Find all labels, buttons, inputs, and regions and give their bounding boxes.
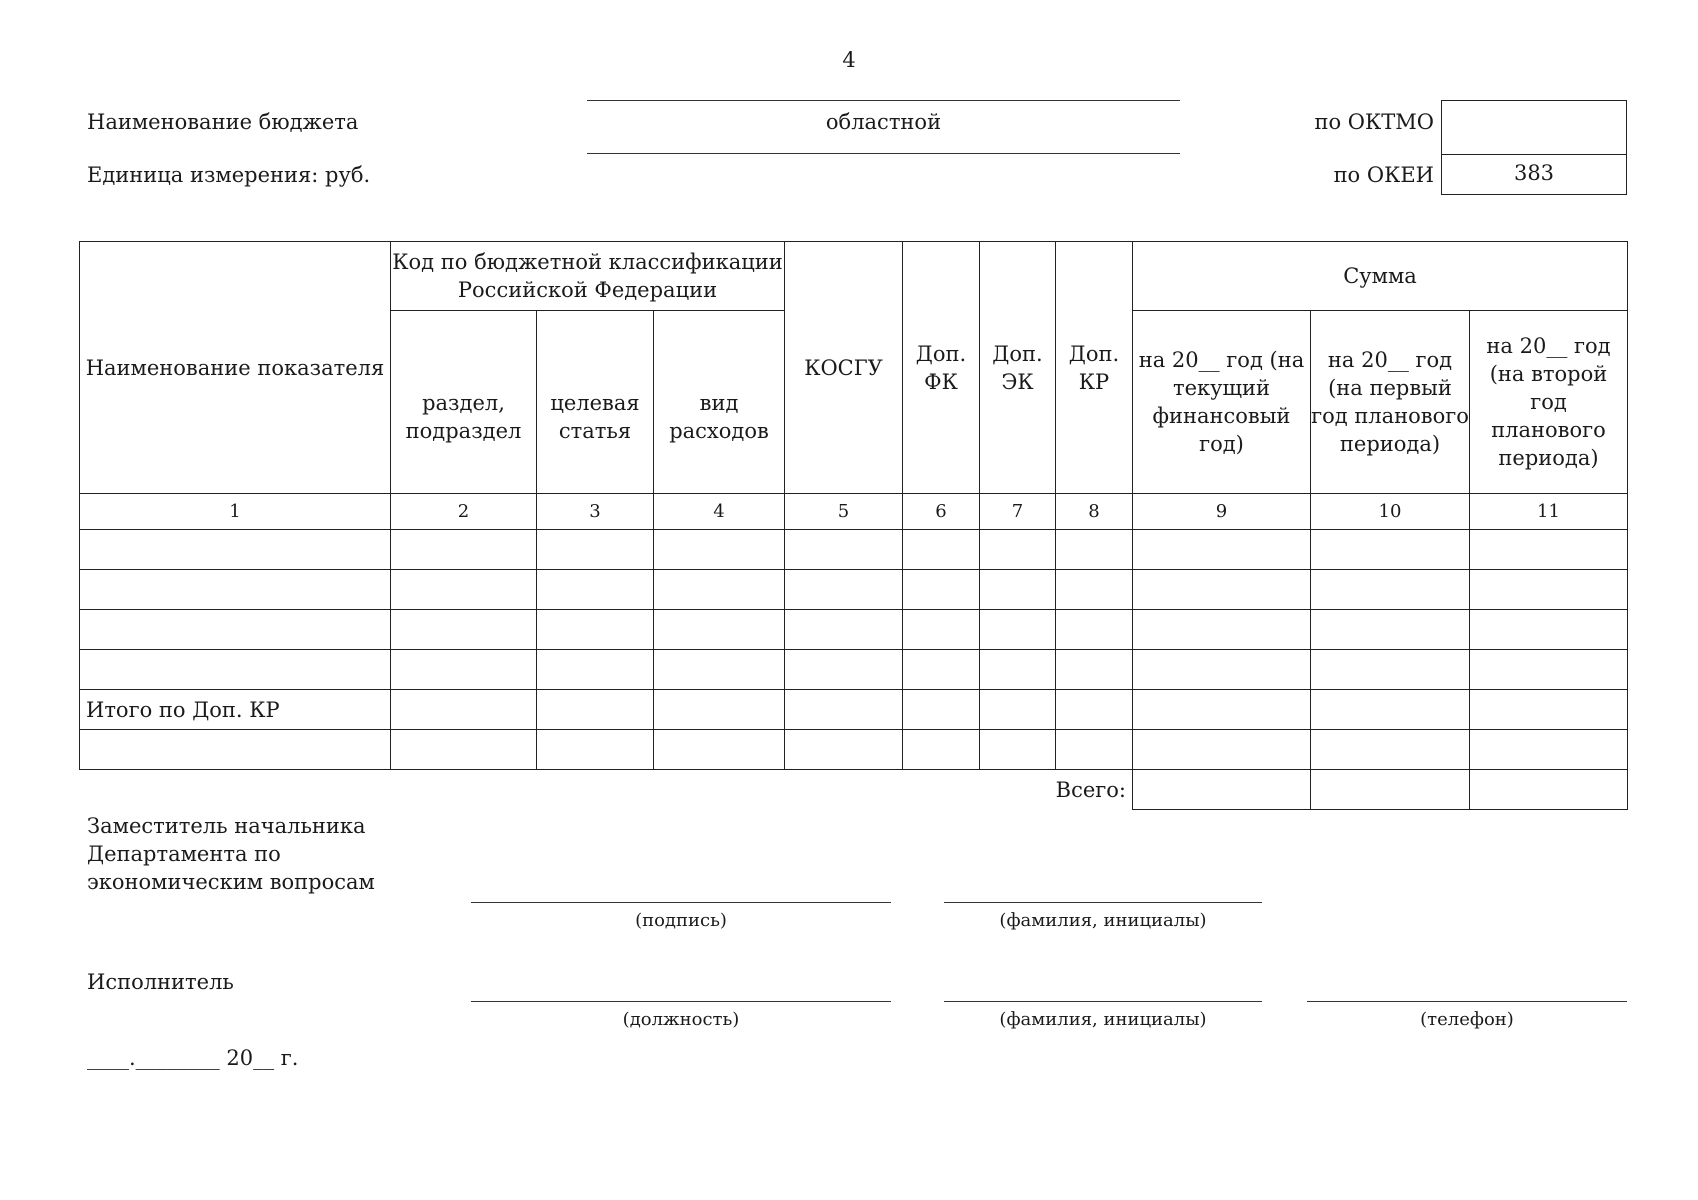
table-cell[interactable]: [654, 570, 785, 610]
table-cell[interactable]: [654, 730, 785, 770]
table-cell[interactable]: [1470, 690, 1628, 730]
table-cell[interactable]: [80, 530, 391, 570]
budget-table: [79, 241, 1628, 810]
unit-label: Единица измерения: руб.: [87, 163, 371, 187]
phone-line: [1307, 1001, 1627, 1002]
table-cell[interactable]: [903, 690, 980, 730]
table-row: [80, 570, 1628, 610]
table-cell[interactable]: [537, 610, 654, 650]
table-cell[interactable]: [785, 730, 903, 770]
header-section: раздел, подраздел: [391, 311, 537, 494]
table-cell[interactable]: [785, 530, 903, 570]
table-cell[interactable]: [1470, 730, 1628, 770]
table-cell[interactable]: [391, 650, 537, 690]
column-number: 2: [391, 494, 537, 530]
header-expense-type: вид расходов: [654, 311, 785, 494]
grand-total-second-plan[interactable]: [1470, 770, 1628, 810]
executor-name-line: [944, 1001, 1262, 1002]
table-cell[interactable]: [903, 650, 980, 690]
header-indicator-name: Наименование показателя: [80, 242, 391, 494]
table-cell[interactable]: [537, 690, 654, 730]
table-cell[interactable]: [785, 610, 903, 650]
table-cell[interactable]: [1470, 530, 1628, 570]
table-cell[interactable]: [80, 610, 391, 650]
budget-bottom-line: [587, 153, 1180, 154]
date-line[interactable]: ____.________ 20__ г.: [87, 1046, 299, 1070]
table-cell[interactable]: [1056, 650, 1133, 690]
table-cell[interactable]: [80, 650, 391, 690]
grand-total-row: [80, 770, 1628, 810]
table-cell[interactable]: [1311, 610, 1470, 650]
table-cell[interactable]: [1056, 570, 1133, 610]
column-number: 9: [1133, 494, 1311, 530]
table-row: [80, 650, 1628, 690]
table-cell[interactable]: [980, 530, 1056, 570]
column-number: 5: [785, 494, 903, 530]
header-kosgu: КОСГУ: [785, 242, 903, 494]
table-cell[interactable]: [391, 570, 537, 610]
table-cell[interactable]: [1133, 730, 1311, 770]
table-cell[interactable]: [1133, 690, 1311, 730]
budget-top-line: [587, 100, 1180, 101]
table-cell[interactable]: [980, 730, 1056, 770]
table-cell[interactable]: [903, 570, 980, 610]
deputy-name-caption: (фамилия, инициалы): [999, 910, 1207, 931]
header-budget-classification: Код по бюджетной классификации Российской Федерации: [391, 242, 785, 311]
table-cell[interactable]: [391, 530, 537, 570]
table-cell[interactable]: [1311, 650, 1470, 690]
header-dop-fk: Доп. ФК: [903, 242, 980, 494]
position-caption: (должность): [622, 1009, 740, 1030]
table-cell[interactable]: [1133, 530, 1311, 570]
table-cell[interactable]: [980, 650, 1056, 690]
table-cell[interactable]: [785, 570, 903, 610]
column-numbers-row: [80, 494, 1628, 530]
table-cell[interactable]: [654, 610, 785, 650]
table-cell[interactable]: [1311, 570, 1470, 610]
table-cell[interactable]: [537, 650, 654, 690]
column-number: 11: [1470, 494, 1628, 530]
column-number: 8: [1056, 494, 1133, 530]
column-number: 7: [980, 494, 1056, 530]
total-dop-kr-label: Итого по Доп. КР: [80, 690, 391, 730]
okei-value-box[interactable]: 383: [1441, 153, 1627, 195]
table-cell[interactable]: [1470, 610, 1628, 650]
table-cell[interactable]: [1470, 650, 1628, 690]
column-number: 3: [537, 494, 654, 530]
table-cell[interactable]: [537, 570, 654, 610]
header-dop-kr: Доп. КР: [1056, 242, 1133, 494]
table-cell[interactable]: [785, 650, 903, 690]
signature-caption: (подпись): [635, 910, 727, 931]
header-year-current: на 20__ год (на текущий финансовый год): [1133, 311, 1311, 494]
page-number: 4: [842, 48, 856, 72]
table-cell[interactable]: [654, 690, 785, 730]
table-cell[interactable]: [1470, 570, 1628, 610]
executor-name-caption: (фамилия, инициалы): [999, 1009, 1207, 1030]
okei-label: по ОКЕИ: [1333, 163, 1434, 187]
grand-total-label: Всего:: [80, 770, 1133, 810]
column-number: 1: [80, 494, 391, 530]
table-cell[interactable]: [1056, 610, 1133, 650]
grand-total-current[interactable]: [1133, 770, 1311, 810]
grand-total-first-plan[interactable]: [1311, 770, 1470, 810]
table-cell[interactable]: [80, 730, 391, 770]
table-cell[interactable]: [391, 730, 537, 770]
table-row: [80, 730, 1628, 770]
header-year-second-plan: на 20__ год (на второй год планового периода): [1470, 311, 1628, 494]
oktmo-value-box[interactable]: [1441, 100, 1627, 155]
column-number: 4: [654, 494, 785, 530]
oktmo-label: по ОКТМО: [1314, 110, 1434, 134]
total-dop-kr-row: [80, 690, 1628, 730]
position-line: [471, 1001, 891, 1002]
phone-caption: (телефон): [1420, 1009, 1514, 1030]
deputy-title: Заместитель начальника Департамента по экономическим вопросам: [87, 814, 375, 894]
deputy-name-line: [944, 902, 1262, 903]
table-cell[interactable]: [654, 530, 785, 570]
header-dop-ek: Доп. ЭК: [980, 242, 1056, 494]
table-cell[interactable]: [1056, 730, 1133, 770]
table-cell[interactable]: [903, 730, 980, 770]
table-cell[interactable]: [537, 530, 654, 570]
table-cell[interactable]: [785, 690, 903, 730]
table-cell[interactable]: [1311, 690, 1470, 730]
table-cell[interactable]: [1311, 730, 1470, 770]
table-cell[interactable]: [1056, 530, 1133, 570]
header-sum: Сумма: [1133, 242, 1628, 311]
table-row: [80, 610, 1628, 650]
budget-name-label: Наименование бюджета: [87, 110, 359, 134]
table-cell[interactable]: [980, 690, 1056, 730]
table-cell[interactable]: [980, 610, 1056, 650]
table-row: [80, 530, 1628, 570]
table-cell[interactable]: [1311, 530, 1470, 570]
table-cell[interactable]: [391, 610, 537, 650]
table-cell[interactable]: [654, 650, 785, 690]
column-number: 10: [1311, 494, 1470, 530]
table-cell[interactable]: [903, 610, 980, 650]
table-cell[interactable]: [1133, 610, 1311, 650]
executor-label: Исполнитель: [87, 970, 234, 994]
table-cell[interactable]: [1056, 690, 1133, 730]
table-cell[interactable]: [903, 530, 980, 570]
header-year-first-plan: на 20__ год (на первый год планового периода): [1311, 311, 1470, 494]
column-number: 6: [903, 494, 980, 530]
signature-line: [471, 902, 891, 903]
header-target-article: целевая статья: [537, 311, 654, 494]
budget-name-value[interactable]: областной: [825, 110, 942, 134]
table-cell[interactable]: [391, 690, 537, 730]
table-cell[interactable]: [537, 730, 654, 770]
table-cell[interactable]: [80, 570, 391, 610]
table-cell[interactable]: [980, 570, 1056, 610]
table-cell[interactable]: [1133, 650, 1311, 690]
table-cell[interactable]: [1133, 570, 1311, 610]
